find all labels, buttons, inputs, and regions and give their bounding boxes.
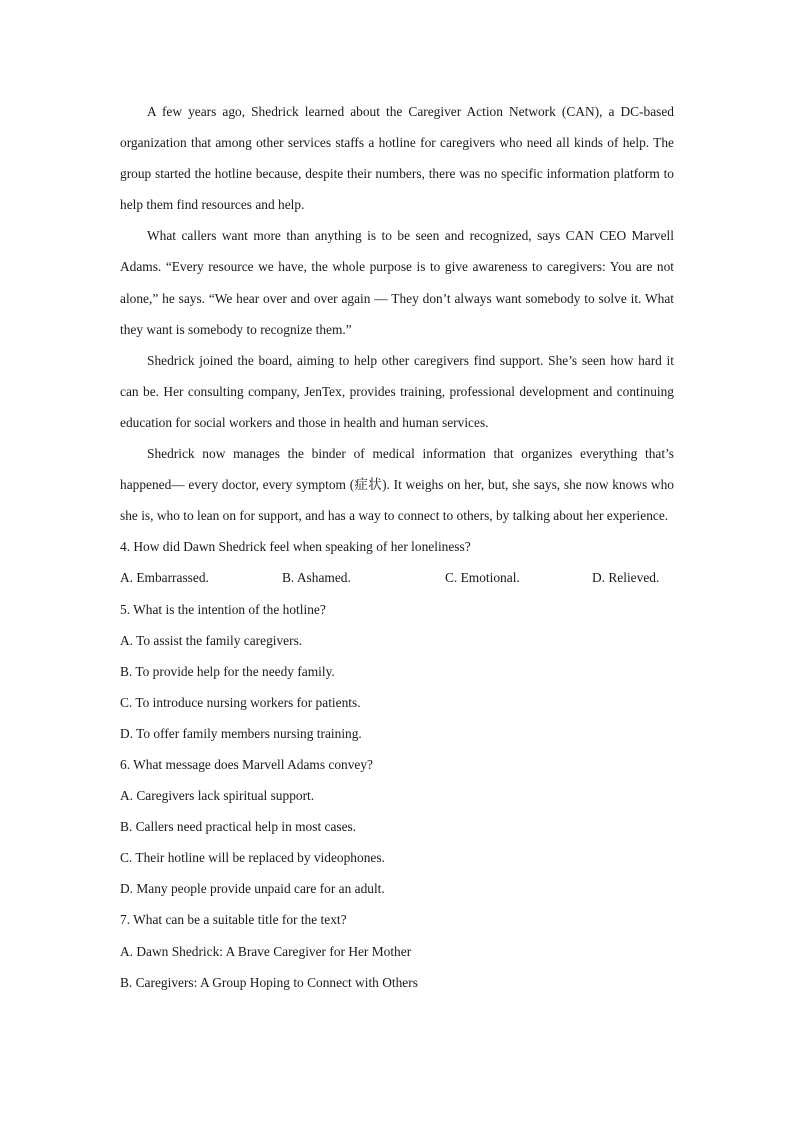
- passage-paragraph-1: A few years ago, Shedrick learned about the Caregiver Action Network (CAN), a DC-based organization that among other services staffs a hotline for caregivers who need all kinds of help. The group started the hotline because, despite their numbers, there was no specific information platform to help them find resources and help.: [120, 104, 674, 213]
- option-b: B. Caregivers: A Group Hoping to Connect with Others: [120, 974, 418, 990]
- option-a: A. Caregivers lack spiritual support.: [120, 788, 315, 804]
- option-a: A. To assist the family caregivers.: [120, 632, 303, 648]
- option-b: B. Callers need practical help in most cases.: [120, 819, 357, 835]
- question-4: [120, 531, 674, 593]
- question-7: [120, 904, 674, 997]
- option-d: D. Many people provide unpaid care for an adult.: [120, 881, 385, 897]
- question-stem: 6. What message does Marvell Adams convey?: [120, 756, 373, 772]
- option-c: C. Emotional.: [445, 570, 520, 586]
- option-d: D. Relieved.: [592, 570, 660, 586]
- question-5: [120, 594, 674, 749]
- option-c: C. To introduce nursing workers for patients.: [120, 694, 361, 710]
- option-b: B. To provide help for the needy family.: [120, 663, 335, 679]
- option-c: C. Their hotline will be replaced by videophones.: [120, 850, 385, 866]
- question-6: [120, 749, 674, 904]
- question-stem: 4. How did Dawn Shedrick feel when speaking of her loneliness?: [120, 539, 471, 555]
- passage-paragraph-3: Shedrick joined the board, aiming to help other caregivers find support. She’s seen how hard it can be. Her consulting company, JenTex, provides training, professional development and continuing education for social workers and those in health and human services.: [120, 352, 674, 430]
- passage-paragraph-4: Shedrick now manages the binder of medical information that organizes everything that’s happened— every doctor, every symptom (症状). It weighs on her, but, she says, she now knows who she is, who to lean on for support, and has a way to connect to others, by talking about her experience.: [120, 446, 674, 524]
- question-stem: 5. What is the intention of the hotline?: [120, 601, 326, 617]
- option-d: D. To offer family members nursing training.: [120, 725, 362, 741]
- passage-paragraph-2: What callers want more than anything is to be seen and recognized, says CAN CEO Marvell Adams. “Every resource we have, the whole purpose is to give awareness to caregivers: You are not alone,” he says. “We hear over and over again — They don’t always want somebody to solve it. What they want is somebody to recognize them.”: [120, 228, 674, 337]
- document-page: [120, 96, 674, 998]
- question-stem: 7. What can be a suitable title for the text?: [120, 912, 347, 928]
- option-b: B. Ashamed.: [282, 570, 351, 586]
- option-a: A. Dawn Shedrick: A Brave Caregiver for Her Mother: [120, 943, 412, 959]
- option-a: A. Embarrassed.: [120, 570, 209, 586]
- question-options: [120, 562, 674, 593]
